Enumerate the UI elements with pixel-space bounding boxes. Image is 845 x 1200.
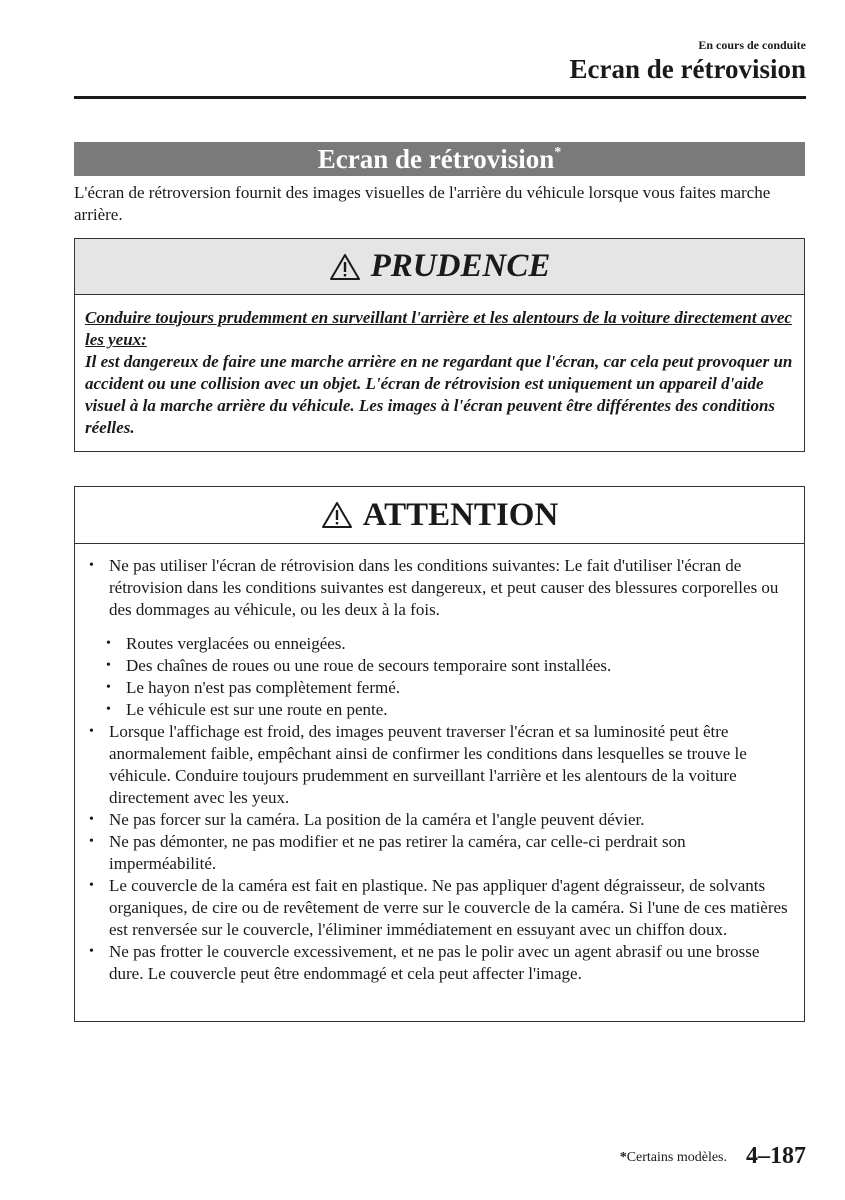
bullet: • (106, 702, 111, 717)
list-item-text: Ne pas frotter le couvercle excessivement, et ne pas le polir avec un agent abrasif ou une brosse dure. Le couvercle peut être endommagé et cela peut affecter l'image. (109, 942, 760, 983)
footer-note-text: Certains modèles. (626, 1150, 727, 1165)
running-header-title: Ecran de rétrovision (569, 54, 806, 84)
warning-triangle-icon (329, 253, 361, 281)
list-item (89, 555, 790, 621)
sub-list-item-text: Routes verglacées ou enneigées. (126, 634, 346, 653)
attention-heading: ATTENTION (362, 496, 559, 533)
footer-asterisk: * (619, 1150, 627, 1165)
bullet: • (89, 558, 94, 573)
intro-paragraph: L'écran de rétroversion fournit des images visuelles de l'arrière du véhicule lorsque vous faites marche arrière. (74, 183, 771, 224)
prudence-body (75, 295, 804, 439)
section-title-asterisk: * (554, 145, 562, 160)
prudence-text: Il est dangereux de faire une marche arrière en ne regardant que l'écran, car cela peut provoquer un accident ou une collision avec un objet. L'écran de rétrovision est uniquement un appareil d'aide visuel à la marche arrière du véhicule. Les images à l'écran peuvent être différentes des conditions réelles. (85, 352, 793, 437)
conditions-sublist (106, 633, 790, 721)
page-number: 4–187 (746, 1143, 806, 1169)
sub-list-item-text: Le véhicule est sur une route en pente. (126, 700, 388, 719)
attention-header (75, 487, 804, 544)
sub-list-item (106, 655, 790, 677)
list-item (89, 809, 790, 831)
list-item (89, 721, 790, 809)
sub-list-item (106, 699, 790, 721)
bullet: • (106, 680, 111, 695)
bullet: • (106, 636, 111, 651)
bullet: • (89, 834, 94, 849)
sub-list-item (106, 677, 790, 699)
list-item (89, 831, 790, 875)
prudence-header (75, 239, 804, 295)
list-item (89, 875, 790, 941)
attention-box (74, 486, 805, 1022)
sub-list-item-text: Des chaînes de roues ou une roue de secours temporaire sont installées. (126, 656, 612, 675)
list-item-text: Le couvercle de la caméra est fait en plastique. Ne pas appliquer d'agent dégraisseur, de solvants organiques, de cire ou de revêtement de verre sur le couvercle de la caméra. Si l'une de ces matières est renversée sur le couvercle, l'éliminer immédiatement en essuyant avec un chiffon doux. (109, 876, 788, 939)
bullet: • (106, 658, 111, 673)
section-title-banner (74, 142, 805, 176)
bullet: • (89, 812, 94, 827)
running-header-section: En cours de conduite (698, 38, 806, 52)
bullet: • (89, 724, 94, 739)
attention-body (75, 544, 804, 985)
sub-list-item-text: Le hayon n'est pas complètement fermé. (126, 678, 401, 697)
bullet: • (89, 878, 94, 893)
list-item-text: Ne pas démonter, ne pas modifier et ne pas retirer la caméra, car celle-ci perdrait son imperméabilité. (109, 832, 686, 873)
list-item-text: Lorsque l'affichage est froid, des images peuvent traverser l'écran et sa luminosité peut être anormalement faible, empêchant ainsi de confirmer les conditions dans lesquelles se trouve le véhicule. Conduire toujours prudemment en surveillant l'arrière et les alentours de la voiture directement avec les yeux. (109, 722, 747, 807)
list-item (89, 941, 790, 985)
prudence-underlined-text: Conduire toujours prudemment en surveillant l'arrière et les alentours de la voiture directement avec les yeux: (85, 308, 792, 349)
prudence-box (74, 238, 805, 452)
header-rule (74, 96, 806, 99)
bullet: • (89, 944, 94, 959)
section-title: Ecran de rétrovision (317, 144, 555, 174)
warning-triangle-icon (321, 501, 353, 529)
footer-note (620, 1150, 727, 1166)
list-item-text: Ne pas forcer sur la caméra. La position de la caméra et l'angle peuvent dévier. (109, 810, 645, 829)
sub-list-item (106, 633, 790, 655)
list-item-text: Ne pas utiliser l'écran de rétrovision dans les conditions suivantes: Le fait d'utiliser l'écran de rétrovision dans les conditions suivantes est dangereux, et peut causer des blessures corporelles ou des dommages au véhicule, ou les deux à la fois. (109, 556, 779, 619)
prudence-heading: PRUDENCE (370, 248, 551, 284)
